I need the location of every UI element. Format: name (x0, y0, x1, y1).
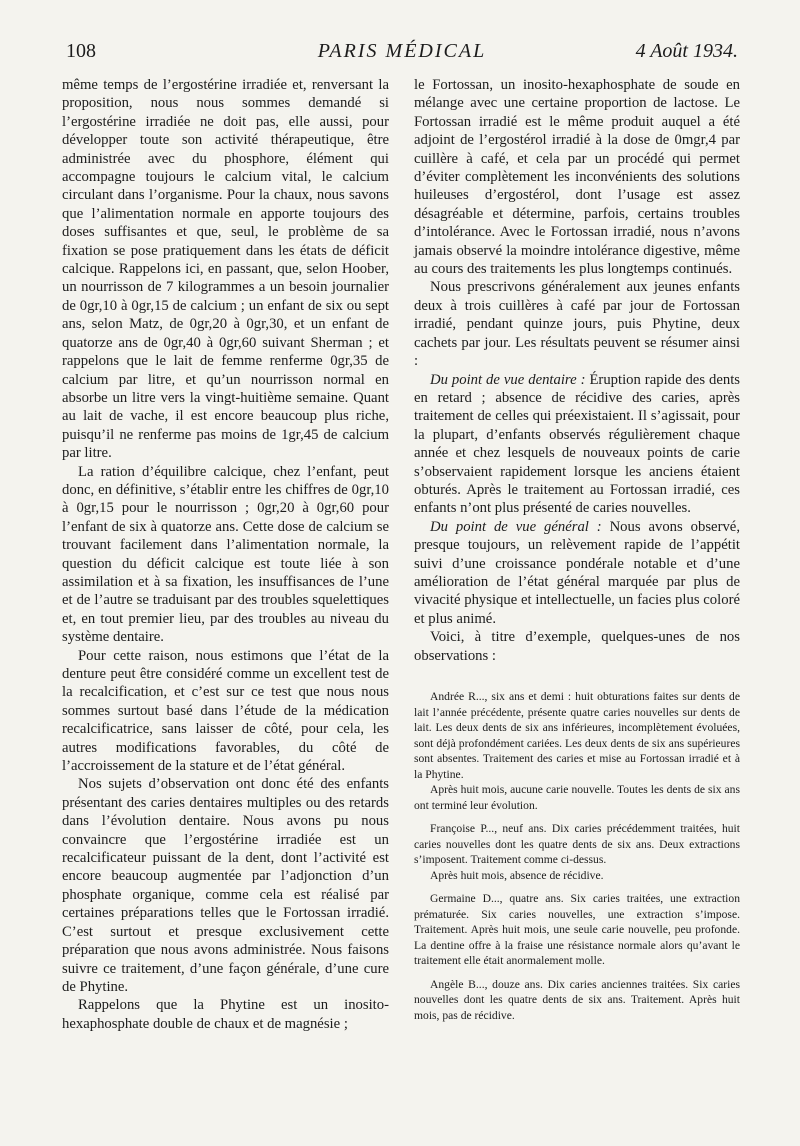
page-header (66, 40, 738, 70)
observation-andree: Andrée R..., six ans et demi : huit obturations faites sur dents de lait l’année précédente, présente quatre caries nouvelles sur dents de lait. Les deux dents de six ans inférieures, incomplètement évoluées, sont déjà profondément cariées. Les deux dents de six ans supérieures sont absentes. Traitement des caries et mise au Fortossan irradié et à la Phytine. (414, 690, 740, 781)
section-label: Du point de vue général : (430, 518, 602, 535)
left-column (62, 76, 389, 1033)
observation-germaine: Germaine D..., quatre ans. Six caries traitées, une extraction prématurée. Six caries nouvelles, une extraction s’impose. Traitement. Après huit mois, une seule carie nouvelle, peu profonde. La dentine offre à la fraise une résistance normale alors qu’avant le traitement elle était anormalement molle. (414, 892, 740, 967)
page-number: 108 (66, 40, 96, 62)
paragraph: Voici, à titre d’exemple, quelques-unes de nos observations : (414, 629, 740, 664)
section-label: Du point de vue dentaire : (430, 371, 586, 388)
observation-angele: Angèle B..., douze ans. Dix caries anciennes traitées. Six caries nouvelles dont les quatre dents de six ans. Traitement. Après huit mois, pas de récidive. (414, 977, 740, 1022)
paragraph: Rappelons que la Phytine est un inosito-hexaphosphate double de chaux et de magnésie ; (62, 997, 389, 1032)
paragraph-text: Nous avons observé, presque toujours, un relèvement rapide de l’appétit suivi d’une croissance pondérale notable et d’une amélioration de l’état général marquée par plus de vivacité physique et intellectuelle, un facies plus coloré et plus animé. (414, 518, 740, 627)
observation-result: Après huit mois, absence de récidive. (430, 868, 604, 882)
right-column (414, 76, 740, 1023)
paragraph: Pour cette raison, nous estimons que l’état de la denture peut être considéré comme un excellent test de la recalcification, et c’est sur ce test que nous nous sommes surtout basé dans l’étude de la médication recalcificatrice, sans laisser de côté, pour cela, les autres modifications favorables, du côté de l’accroissement de la stature et de l’état général. (62, 647, 389, 775)
issue-date: 4 Août 1934. (635, 40, 738, 62)
paragraph: Nous prescrivons généralement aux jeunes enfants deux à trois cuillères à café par jour de Fortossan irradié, pendant quinze jours, puis Phytine, deux cachets par jour. Les résultats peuvent se résumer ainsi : (414, 279, 740, 370)
observation-francoise: Françoise P..., neuf ans. Dix caries précédemment traitées, huit caries nouvelles dont les quatre dents de six ans. Deux extractions s’imposent. Traitement comme ci-dessus. (414, 822, 740, 866)
paragraph: La ration d’équilibre calcique, chez l’enfant, peut donc, en définitive, s’établir entre les chiffres de 0gr,10 à 0gr,15 pour le nourrisson ; 0gr,20 à 0gr,60 pour l’enfant de six à quatorze ans. Cette dose de calcium se trouvant facilement dans l’alimentation normale, la question du déficit calcique est toute liée à son assimilation et à sa fixation, les insuffisances de l’une et de l’autre se traduisant par des troubles squelettiques et, en tout premier lieu, par des troubles au niveau du système dentaire. (62, 463, 389, 646)
journal-title: PARIS MÉDICAL (317, 40, 487, 62)
observations-block (414, 689, 740, 1023)
paragraph: même temps de l’ergostérine irradiée et, renversant la proposition, nous nous sommes demandé si l’ergostérine irradiée ne doit pas, elle aussi, pour développer toute son activité thérapeutique, être administrée avec du phosphore, élément qui accompagne toujours le calcium vital, le calcium circulant dans l’organisme. Pour la chaux, nous savons que l’alimentation normale en apporte toujours des doses suffisantes et que, seul, le problème de sa fixation se pose pratiquement dans les états de déficit calcique. Rappelons ici, en passant, que, selon Hoober, un nourrisson de 7 kilogrammes a un besoin journalier de 0gr,10 à 0gr,15 de calcium ; un enfant de six ou sept ans, selon Matz, de 0gr,20 à 0gr,30, et un enfant de quatorze ans de 0gr,40 à 0gr,60 suivant Sherman ; et rappelons que le lait de femme renferme 0gr,35 de calcium par litre, et qu’un nourrisson normal en absorbe un litre vers la vingt-huitième semaine. Quant au lait de vache, il est encore beaucoup plus riche, puisqu’il ne renferme pas moins de 1gr,45 de calcium par litre. (62, 77, 389, 462)
paragraph: Nos sujets d’observation ont donc été des enfants présentant des caries dentaires multiples ou des retards dans l’évolution dentaire. Nous avons pu nous convaincre que l’ergostérine irradiée est un recalcificateur puissant de la dent, dont l’activité est encore beaucoup augmentée par l’adjonction d’un phosphate organique, comme cela est réalisé par certaines préparations telles que le Fortossan irradié. C’est surtout et presque exclusivement cette préparation que nous avons administrée. Nous faisons suivre ce traitement, d’une façon générale, d’une cure de Phytine. (62, 776, 389, 995)
paragraph-text: Éruption rapide des dents en retard ; absence de récidive des caries, après traitement de celles qui préexistaient. Il s’agissait, pour la plupart, d’enfants observés régulièrement chaque année et chez lesquels de nouveaux points de carie s’observaient rapidement lorsque les anciens étaient obturés. Après le traitement au Fortossan irradié, ces enfants n’ont plus présenté de caries nouvelles. (414, 371, 741, 517)
observation-result: Après huit mois, aucune carie nouvelle. Toutes les dents de six ans ont terminé leur évolution. (414, 783, 740, 812)
paragraph-dental (414, 371, 740, 518)
paragraph: le Fortossan, un inosito-hexaphosphate de soude en mélange avec une certaine proportion de lactose. Le Fortossan irradié est le même produit auquel a été adjoint de l’ergostérol irradié à la dose de 0mgr,4 par cuillère à café, et cela par un procédé qui permet d’éviter complètement les inconvénients des solutions huileuses d’ergostérol, dont l’usage est assez désagréable et détermine, parfois, certains troubles d’intolérance. Avec le Fortossan irradié, nous n’avons jamais observé la moindre intolérance digestive, même au cours des traitements les plus longtemps continués. (414, 77, 740, 278)
paragraph-general (414, 518, 740, 628)
